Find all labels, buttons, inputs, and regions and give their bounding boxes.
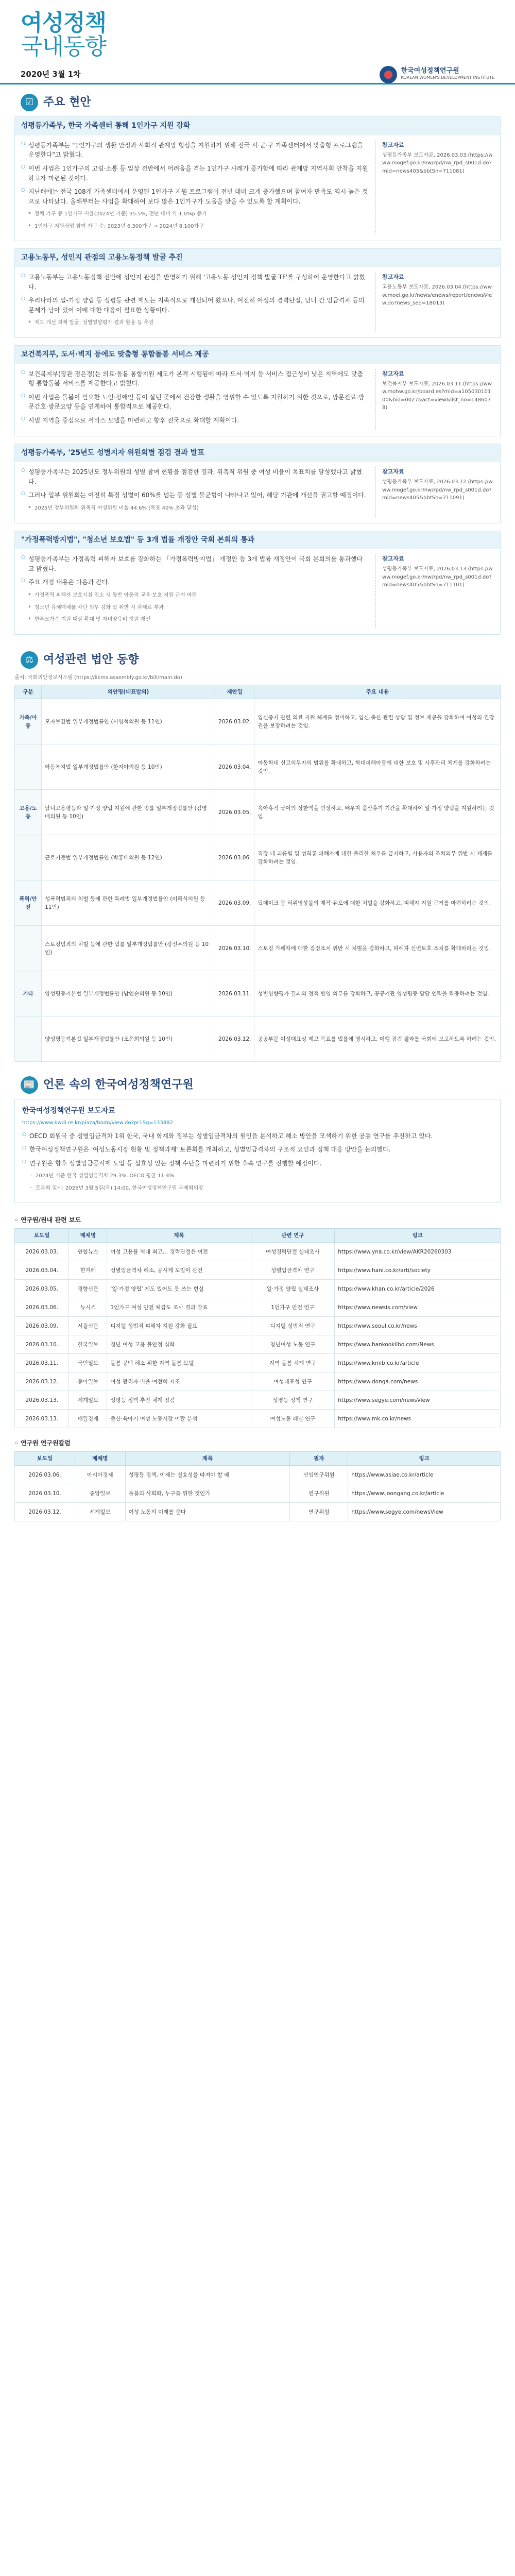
media-date: 2026.03.04.: [15, 1261, 69, 1280]
media-media: 매일경제: [69, 1410, 107, 1428]
media-link[interactable]: https://www.seoul.co.kr/news: [335, 1317, 501, 1335]
media-table-header: [15, 1229, 501, 1243]
law-table-wrap: [0, 674, 515, 1067]
law-section-title: 여성관련 법안 동향: [43, 653, 139, 666]
ref-link[interactable]: 성평등가족부 보도자료, 2026.03.03.(https://www.mogef.go.kr/nw/rpd/nw_rpd_s001d.do?mid=news405&bbtSn=711081): [382, 152, 493, 174]
law-bill-name[interactable]: 스토킹범죄의 처벌 등에 관한 법률 일부개정법률안 (강선우의원 등 10인): [42, 926, 215, 971]
media-row: [15, 1280, 501, 1298]
research-related: 연구위원: [290, 1484, 348, 1503]
law-row: [15, 835, 501, 880]
law-row: [15, 880, 501, 926]
press-note: - 2024년 기준 한국 성별임금격차 29.3%, OECD 평균 11.4%: [22, 1172, 493, 1180]
org-name: 한국여성정책연구원: [401, 67, 459, 75]
research-media: 세계일보: [75, 1503, 126, 1521]
media-related: 지역 돌봄 체계 연구: [251, 1354, 334, 1372]
org-emblem-icon: [380, 66, 397, 83]
media-row: [15, 1391, 501, 1410]
media-column-header: 링크: [335, 1229, 501, 1243]
law-bill-name[interactable]: 아동복지법 일부개정법률안 (한지아의원 등 10인): [42, 744, 215, 790]
issue-card-title: 성평등가족부, 한국 가족센터 통해 1인가구 지원 강화: [15, 117, 500, 135]
ref-link[interactable]: 성평등가족부 보도자료, 2026.03.12.(https://www.mogef.go.kr/nw/rpd/nw_rpd_s001d.do?mid=news405&bbtSn=711091): [382, 479, 493, 501]
law-table-header: [15, 685, 501, 699]
press-paragraph: ○ OECD 회원국 중 성별임금격차 1위 한국, 국내 학계와 정부는 성별임금격차의 원인을 분석하고 해소 방안을 모색하기 위한 공동 연구를 추진하고 있다.: [22, 1131, 493, 1141]
media-media: 연합뉴스: [69, 1243, 107, 1261]
law-row: [15, 699, 501, 744]
ref-head: 참고자료: [382, 274, 404, 281]
media-date: 2026.03.13.: [15, 1391, 69, 1410]
research-table-wrap: [0, 1433, 515, 1527]
issue-card-main: [21, 554, 368, 628]
law-date: 2026.03.12.: [215, 1016, 254, 1062]
media-column-header: 관련 연구: [251, 1229, 334, 1243]
law-category: 고용/노동: [15, 790, 42, 835]
issue-card: [14, 248, 501, 338]
org-logo[interactable]: [380, 66, 494, 83]
media-title[interactable]: 성별임금격차 해소, 공시제 도입이 관건: [107, 1261, 251, 1280]
research-date: 2026.03.10.: [15, 1484, 75, 1503]
issue-card-ref: [375, 554, 494, 628]
media-title[interactable]: 1인가구 여성 안전 체감도 조사 결과 발표: [107, 1298, 251, 1317]
press-release-link[interactable]: https://www.kwdi.re.kr/plaza/bodo/view.do?pr1Sq=133882: [22, 1120, 173, 1126]
media-row: [15, 1298, 501, 1317]
org-subname: KOREAN WOMEN'S DEVELOPMENT INSTITUTE: [401, 75, 494, 80]
research-related: 선임연구위원: [290, 1466, 348, 1484]
issue-card-body: [15, 549, 500, 634]
law-description: 공공부문 여성대표성 제고 목표를 법률에 명시하고, 이행 점검 결과를 국회에 보고하도록 하려는 것임.: [254, 1016, 501, 1062]
law-date: 2026.03.11.: [215, 971, 254, 1016]
media-related: 성별임금격차 연구: [251, 1261, 334, 1280]
media-media: 세계일보: [69, 1391, 107, 1410]
research-table-header: [15, 1451, 501, 1465]
research-media: 중앙일보: [75, 1484, 126, 1503]
media-date: 2026.03.11.: [15, 1354, 69, 1372]
law-date: 2026.03.10.: [215, 926, 254, 971]
media-row: [15, 1243, 501, 1261]
issue-card-main: [21, 273, 368, 331]
issue-card-body: [15, 364, 500, 436]
media-table-body: [15, 1243, 501, 1428]
law-bill-name[interactable]: 양성평등기본법 일부개정법률안 (조은희의원 등 10인): [42, 1016, 215, 1062]
media-media: 경향신문: [69, 1280, 107, 1298]
law-description: 스토킹 가해자에 대한 잠정조치 위반 시 처벌을 강화하고, 피해자 신변보호 조치를 확대하려는 것임.: [254, 926, 501, 971]
ref-head: 참고자료: [382, 555, 404, 563]
law-description: 아동학대 신고의무자의 범위를 확대하고, 학대피해아동에 대한 보호 및 사후관리 체계를 강화하려는 것임.: [254, 744, 501, 790]
media-related: 디지털 성범죄 연구: [251, 1317, 334, 1335]
media-related: 청년여성 노동 연구: [251, 1335, 334, 1354]
research-link[interactable]: https://www.segye.com/newsView: [348, 1503, 501, 1521]
media-title[interactable]: '일·가정 양립' 제도 있어도 못 쓰는 현실: [107, 1280, 251, 1298]
ref-link[interactable]: 고용노동부 보도자료, 2026.03.04.(https://www.moel.go.kr/news/enews/report/enewsView.do?news_seq=18013): [382, 284, 492, 307]
research-table-caption: ◦ 연구원 연구원칼럼: [14, 1439, 71, 1447]
ref-link[interactable]: 보건복지부 보도자료, 2026.03.11.(https://www.mohw.go.kr/board.es?mid=a10503010100&bid=0027&act=view&list_no=1486078): [382, 381, 492, 411]
research-media: 아시아경제: [75, 1466, 126, 1484]
issue-row: [0, 61, 515, 84]
media-row: [15, 1372, 501, 1391]
media-media: 한겨레: [69, 1261, 107, 1280]
media-table-caption: ◦ 연구원/원내 관련 보도: [14, 1216, 81, 1224]
research-table: [14, 1451, 501, 1521]
media-media: 뉴시스: [69, 1298, 107, 1317]
media-row: [15, 1354, 501, 1372]
media-date: 2026.03.09.: [15, 1317, 69, 1335]
media-link[interactable]: https://www.newsis.com/view: [335, 1298, 501, 1317]
issue-note: * 전체 가구 중 1인가구 비율(2024년 기준) 35.5%, 전년 대비 약 1.0%p 증가: [21, 210, 368, 218]
media-title[interactable]: 출산·육아기 여성 노동시장 이탈 분석: [107, 1410, 251, 1428]
law-table-body: [15, 699, 501, 1062]
research-row: [15, 1503, 501, 1521]
media-related: 여성경력단절 실태조사: [251, 1243, 334, 1261]
issue-paragraph: ○ 고용노동부는 고용노동정책 전반에 성인지 관점을 반영하기 위해 '고용노동 성인지 정책 발굴 TF'를 구성하여 운영한다고 밝혔다.: [21, 273, 368, 292]
law-row: [15, 790, 501, 835]
issue-paragraph: ○ 지난해에는 전국 108개 가족센터에서 운영된 1인가구 지원 프로그램이 전년 대비 크게 증가했으며 참여자 만족도 역시 높은 것으로 나타났다. 올해부터는 사업을 확대하여 보다 많은 1인가구가 도움을 받을 수 있도록 할 계획이다.: [21, 187, 368, 206]
research-related: 연구위원: [290, 1503, 348, 1521]
media-media: 국민일보: [69, 1354, 107, 1372]
media-row: [15, 1261, 501, 1280]
media-date: 2026.03.03.: [15, 1243, 69, 1261]
media-related: 여성노동 패널 연구: [251, 1410, 334, 1428]
issue-card-title: 고용노동부, 성인지 관점의 고용노동정책 발굴 추진: [15, 249, 500, 267]
issue-card-body: [15, 267, 500, 337]
media-column-header: 보도일: [15, 1229, 69, 1243]
research-link[interactable]: https://www.asiae.co.kr/article: [348, 1466, 501, 1484]
issue-note: * 제도 개선 과제 발굴, 성별영향평가 결과 활용 등 추진: [21, 319, 368, 327]
issue-card-main: [21, 467, 368, 516]
ref-head: 참고자료: [382, 141, 404, 148]
media-row: [15, 1335, 501, 1354]
law-category: 가족/아동: [15, 699, 42, 744]
media-related: 일·가정 양립 실태조사: [251, 1280, 334, 1298]
header: [0, 0, 515, 61]
issue-note: * 1인가구 지원사업 참여 가구 수: 2023년 6,300가구 → 2024년 8,100가구: [21, 223, 368, 231]
research-date: 2026.03.12.: [15, 1503, 75, 1521]
law-category: [15, 1016, 42, 1062]
media-link[interactable]: https://www.yna.co.kr/view/AKR20260303: [335, 1243, 501, 1261]
law-description: 육아휴직 급여의 상한액을 인상하고, 배우자 출산휴가 기간을 확대하여 일·가정 양립을 지원하려는 것임.: [254, 790, 501, 835]
law-row: [15, 1016, 501, 1062]
ref-head: 참고자료: [382, 468, 404, 476]
law-date: 2026.03.04.: [215, 744, 254, 790]
issues-section-title: 주요 현안: [43, 96, 91, 109]
law-table: [14, 685, 501, 1062]
media-title[interactable]: 청년 여성 고용 불안정 심화: [107, 1335, 251, 1354]
law-category: [15, 744, 42, 790]
media-date: 2026.03.10.: [15, 1335, 69, 1354]
issue-card: [14, 444, 501, 523]
media-title[interactable]: 디지털 성범죄 피해자 지원 강화 필요: [107, 1317, 251, 1335]
newsletter-subtitle: 국내동향: [21, 33, 107, 60]
law-category: 폭력/안전: [15, 880, 42, 926]
issue-card-title: "가정폭력방지법", "청소년 보호법" 등 3개 법률 개정안 국회 본회의 통과: [15, 531, 500, 550]
issue-note: * 2025년 정부위원회 위촉직 여성위원 비율 44.6% (목표 40% 초과 달성): [21, 504, 368, 513]
issue-card-ref: [375, 273, 494, 331]
law-column-header: 의안명(대표발의): [42, 685, 215, 699]
footer-space: [0, 1527, 515, 1532]
issue-note: * 가정폭력 피해자 보호시설 입소 시 동반 아동의 교육·보호 지원 근거 마련: [21, 591, 368, 600]
media-link[interactable]: https://www.hani.co.kr/arti/society: [335, 1261, 501, 1280]
newspaper-icon: 📰: [21, 1076, 38, 1094]
checkbox-icon: ☑: [21, 94, 38, 111]
media-title[interactable]: 성평등 정책 추진 체계 점검: [107, 1391, 251, 1410]
media-date: 2026.03.05.: [15, 1280, 69, 1298]
press-paragraph: ○ 한국여성정책연구원은 '여성노동시장 현황 및 정책과제' 토론회를 개최하고, 성별임금격차의 구조적 요인과 정책 대응 방안을 논의했다.: [22, 1145, 493, 1155]
issue-card-ref: [375, 141, 494, 235]
issues-section-head: [0, 84, 515, 116]
media-link[interactable]: https://www.mk.co.kr/news: [335, 1410, 501, 1428]
issue-card: [14, 531, 501, 635]
issue-paragraph: ○ 시범 지역을 중심으로 서비스 모델을 마련하고 향후 전국으로 확대할 계획이다.: [21, 416, 368, 426]
issue-note: * 청소년 유해매체물 차단 의무 강화 및 위반 시 과태료 부과: [21, 604, 368, 612]
research-column-header: 링크: [348, 1451, 501, 1465]
research-title[interactable]: 여성 노동의 미래를 묻다: [125, 1503, 290, 1521]
issue-paragraph: ○ 성평등가족부는 가정폭력 피해자 보호를 강화하는 「가정폭력방지법」 개정안 등 3개 법률 개정안이 국회 본회의를 통과했다고 밝혔다.: [21, 554, 368, 573]
media-row: [15, 1317, 501, 1335]
research-date: 2026.03.06.: [15, 1466, 75, 1484]
media-date: 2026.03.12.: [15, 1372, 69, 1391]
law-description: 딥페이크 등 허위영상물의 제작·유포에 대한 처벌을 강화하고, 피해자 지원 근거를 마련하려는 것임.: [254, 880, 501, 926]
issue-card-list: [0, 116, 515, 634]
research-table-body: [15, 1466, 501, 1521]
law-bill-name[interactable]: 근로기준법 일부개정법률안 (박홍배의원 등 12인): [42, 835, 215, 880]
law-bill-name[interactable]: 양성평등기본법 일부개정법률안 (남인순의원 등 10인): [42, 971, 215, 1016]
law-description: 성별영향평가 결과의 정책 반영 의무를 강화하고, 공공기관 양성평등 담당 인력을 확충하려는 것임.: [254, 971, 501, 1016]
law-date: 2026.03.06.: [215, 835, 254, 880]
issue-card-body: [15, 135, 500, 241]
media-link[interactable]: https://www.kmib.co.kr/article: [335, 1354, 501, 1372]
newsletter-title: 여성정책: [21, 10, 107, 36]
law-date: 2026.03.02.: [215, 699, 254, 744]
law-category: [15, 926, 42, 971]
issue-card: [14, 116, 501, 241]
media-link[interactable]: https://www.segye.com/newsView: [335, 1391, 501, 1410]
research-column-header: 보도일: [15, 1451, 75, 1465]
law-source: 출처: 국회의안정보시스템 (https://likms.assembly.go.kr/bill/main.do): [14, 674, 182, 681]
media-date: 2026.03.06.: [15, 1298, 69, 1317]
press-section-head: [0, 1067, 515, 1099]
issue-card-title: 성평등가족부, '25년도 성별지자 위원회별 점검 결과 발표: [15, 444, 500, 463]
media-link[interactable]: https://www.donga.com/news: [335, 1372, 501, 1391]
ref-link[interactable]: 성평등가족부 보도자료, 2026.03.13.(https://www.mogef.go.kr/nw/rpd/nw_rpd_s001d.do?mid=news405&bbtSn=711101): [382, 566, 493, 588]
ref-head: 참고자료: [382, 370, 404, 377]
media-related: 여성대표성 연구: [251, 1372, 334, 1391]
press-paragraph: ○ 연구원은 향후 성별임금공시제 도입 등 실효성 있는 정책 수단을 마련하기 위한 후속 연구를 진행할 예정이다.: [22, 1159, 493, 1168]
research-column-header: 필자: [290, 1451, 348, 1465]
media-table: [14, 1228, 501, 1428]
research-title[interactable]: 돌봄의 사회화, 누구를 위한 것인가: [125, 1484, 290, 1503]
media-column-header: 매체명: [69, 1229, 107, 1243]
law-category: [15, 835, 42, 880]
research-title[interactable]: 성평등 정책, 이제는 실효성을 따져야 할 때: [125, 1466, 290, 1484]
scale-icon: ⚖: [21, 651, 38, 669]
law-date: 2026.03.09.: [215, 880, 254, 926]
media-link[interactable]: https://www.khan.co.kr/article/2026: [335, 1280, 501, 1298]
research-row: [15, 1484, 501, 1503]
media-title[interactable]: 여성 관리자 비율 여전히 저조: [107, 1372, 251, 1391]
research-row: [15, 1466, 501, 1484]
research-column-header: 제목: [125, 1451, 290, 1465]
issue-card-ref: [375, 467, 494, 516]
issue-card-body: [15, 462, 500, 522]
law-column-header: 주요 내용: [254, 685, 501, 699]
media-media: 서울신문: [69, 1317, 107, 1335]
law-row: [15, 926, 501, 971]
law-description: 임신중지 관련 의료 지원 체계를 정비하고, 임신·출산 관련 상담 및 정보 제공을 강화하여 여성의 건강권을 보장하려는 것임.: [254, 699, 501, 744]
media-related: 1인가구 안전 연구: [251, 1298, 334, 1317]
law-bill-name[interactable]: 남녀고용평등과 일·가정 양립 지원에 관한 법률 일부개정법률안 (김영배의원 등 10인): [42, 790, 215, 835]
media-media: 한국일보: [69, 1335, 107, 1354]
press-note: - 토론회 일시: 2026년 3월 5일(목) 14:00, 한국여성정책연구원 국제회의장: [22, 1184, 493, 1193]
press-section-title: 언론 속의 한국여성정책연구원: [43, 1078, 194, 1092]
issue-paragraph: ○ 그러나 일부 위원회는 여전히 특정 성별이 60%를 넘는 등 성별 불균형이 나타나고 있어, 해당 기관에 개선을 권고할 예정이다.: [21, 490, 368, 500]
issue-paragraph: ○ 우리나라의 일-가정 양립 등 성평등 관련 제도는 지속적으로 개선되어 왔으나, 여전히 여성의 경력단절, 남녀 간 임금격차 등의 문제가 남아 있어 이에 대한 대응이 필요한 상황이다.: [21, 296, 368, 315]
media-title[interactable]: 여성 고용률 역대 최고… 경력단절은 여전: [107, 1243, 251, 1261]
research-column-header: 매체명: [75, 1451, 126, 1465]
issue-card-title: 보건복지부, 도서·벽지 등에도 맞춤형 통합돌봄 서비스 제공: [15, 346, 500, 364]
law-column-header: 구분: [15, 685, 42, 699]
law-bill-name[interactable]: 모자보건법 일부개정법률안 (서영석의원 등 11인): [42, 699, 215, 744]
issue-paragraph: ○ 이번 사업은 1인가구의 고립·소통 등 일상 전반에서 어려움을 겪는 1인가구 사례가 증가함에 따라 관계망 지역사회 안착을 지원하고자 마련된 것이다.: [21, 164, 368, 183]
media-related: 성평등 정책 연구: [251, 1391, 334, 1410]
media-media: 동아일보: [69, 1372, 107, 1391]
issue-paragraph: ○ 성평등가족부는 2025년도 정부위원회 성별 참여 현황을 점검한 결과, 위촉직 위원 중 여성 비율이 목표치를 달성했다고 밝혔다.: [21, 467, 368, 486]
law-section-head: [0, 642, 515, 674]
issue-card-main: [21, 141, 368, 235]
research-link[interactable]: https://www.joongang.co.kr/article: [348, 1484, 501, 1503]
issue-paragraph: ○ 성평등가족부는 "1인가구의 생활 안정과 사회적 관계망 형성을 지원하기 위해 전국 시·군·구 가족센터에서 맞춤형 프로그램을 운영한다"고 밝혔다.: [21, 141, 368, 160]
law-row: [15, 971, 501, 1016]
press-release-head: 한국여성정책연구원 보도자료: [22, 1107, 115, 1115]
media-row: [15, 1410, 501, 1428]
media-table-wrap: [0, 1210, 515, 1433]
law-description: 직장 내 괴롭힘 및 성희롱 피해자에 대한 불리한 처우를 금지하고, 사용자의 조치의무 위반 시 제재를 강화하려는 것임.: [254, 835, 501, 880]
media-date: 2026.03.13.: [15, 1410, 69, 1428]
law-column-header: 제안일: [215, 685, 254, 699]
law-bill-name[interactable]: 성폭력범죄의 처벌 등에 관한 특례법 일부개정법률안 (이해식의원 등 11인): [42, 880, 215, 926]
issue-label: 2020년 3월 1차: [21, 69, 81, 79]
law-category: 기타: [15, 971, 42, 1016]
issue-paragraph: ○ 이번 사업은 돌봄이 필요한 노인·장애인 등이 살던 곳에서 건강한 생활을 영위할 수 있도록 지원하기 위한 것으로, 방문진료·방문간호·방문요양 등을 연계하여 통합적으로 제공한다.: [21, 393, 368, 412]
media-link[interactable]: https://www.hankookilbo.com/News: [335, 1335, 501, 1354]
issue-paragraph: ○ 주요 개정 내용은 다음과 같다.: [21, 578, 368, 587]
media-column-header: 제목: [107, 1229, 251, 1243]
issue-card: [14, 345, 501, 436]
law-date: 2026.03.05.: [215, 790, 254, 835]
issue-card-ref: [375, 369, 494, 430]
press-release-body: [22, 1131, 493, 1193]
issue-card-main: [21, 369, 368, 430]
press-release-card: [14, 1099, 501, 1203]
issue-paragraph: ○ 보건복지부(장관 정은경)는 의료·돌봄 통합지원 제도가 본격 시행됨에 따라 도서·벽지 등 서비스 접근성이 낮은 지역에도 맞춤형 통합돌봄 서비스를 제공한다고 밝혔다.: [21, 369, 368, 388]
issue-note: * 한부모가족 지원 대상 확대 및 자녀양육비 지원 개선: [21, 616, 368, 624]
media-title[interactable]: 돌봄 공백 해소 위한 지역 돌봄 모델: [107, 1354, 251, 1372]
law-row: [15, 744, 501, 790]
